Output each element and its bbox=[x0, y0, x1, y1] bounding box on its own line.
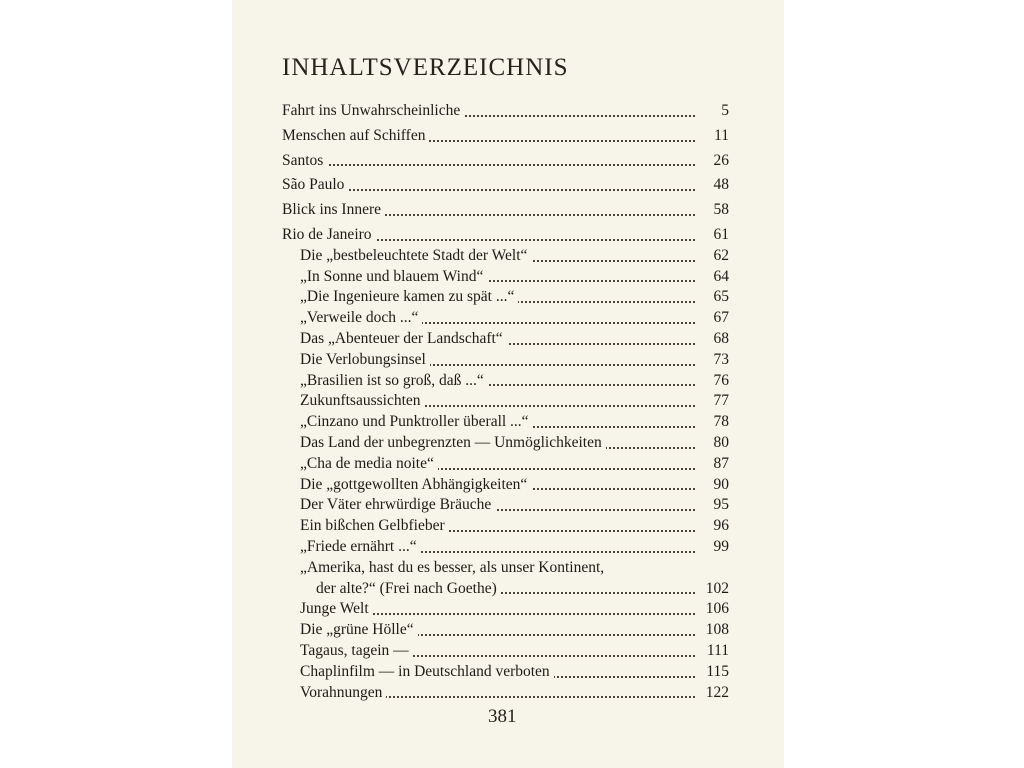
toc-entry-title: „Cha de media noite“ bbox=[300, 455, 438, 472]
toc-subentry bbox=[300, 641, 729, 662]
toc-entry-page: 111 bbox=[706, 641, 729, 659]
toc-entry-page: 122 bbox=[705, 683, 729, 701]
toc-subentry bbox=[300, 516, 729, 537]
toc-entry-title: „In Sonne und blauem Wind“ bbox=[300, 268, 487, 285]
toc-subentry bbox=[300, 537, 729, 558]
toc-entry-title: „Amerika, hast du es besser, als unser Kontinent, bbox=[300, 559, 608, 576]
toc-subentry-continuation bbox=[316, 579, 729, 600]
toc-entry-page: 64 bbox=[713, 267, 729, 285]
toc-entry-page: 87 bbox=[713, 454, 729, 472]
toc-entry-page: 90 bbox=[713, 475, 729, 493]
toc-entry-page: 61 bbox=[713, 225, 729, 243]
toc-entry-title: Die „grüne Hölle“ bbox=[300, 621, 418, 638]
toc-entry-title: Das Land der unbegrenzten — Unmöglichkeiten bbox=[300, 434, 606, 451]
table-of-contents bbox=[282, 101, 729, 703]
toc-entry-title: Menschen auf Schiffen bbox=[282, 127, 429, 144]
toc-entry-page: 96 bbox=[713, 517, 729, 535]
toc-subentry bbox=[300, 350, 729, 371]
toc-subentry bbox=[300, 433, 729, 454]
toc-entry-title: Fahrt ins Unwahrscheinliche bbox=[282, 102, 464, 119]
toc-entry-title: „Die Ingenieure kamen zu spät ...“ bbox=[300, 288, 518, 305]
toc-entry-title: Tagaus, tagein — bbox=[300, 642, 413, 659]
toc-entry-page: 99 bbox=[713, 537, 729, 555]
toc-entry-title: Rio de Janeiro bbox=[282, 226, 376, 243]
toc-entry-title: „Verweile doch ...“ bbox=[300, 309, 422, 326]
page-title: INHALTSVERZEICHNIS bbox=[282, 54, 569, 81]
toc-entry-page: 77 bbox=[713, 392, 729, 410]
toc-subentry-first-line bbox=[300, 558, 729, 579]
toc-entry-page: 102 bbox=[705, 579, 729, 597]
toc-entry-page: 106 bbox=[705, 600, 729, 618]
toc-entry-page: 108 bbox=[705, 621, 729, 639]
toc-entry-page: 95 bbox=[713, 496, 729, 514]
toc-entry-page: 58 bbox=[713, 201, 729, 219]
toc-subentry bbox=[300, 329, 729, 350]
toc-entry-title: Das „Abenteuer der Landschaft“ bbox=[300, 330, 507, 347]
toc-subentry bbox=[300, 371, 729, 392]
toc-entry-title: Die „gottgewollten Abhängigkeiten“ bbox=[300, 476, 531, 493]
toc-entry-title: Chaplinfilm — in Deutschland verboten bbox=[300, 663, 554, 680]
toc-entry-title: Die Verlobungsinsel bbox=[300, 351, 430, 368]
toc-subentry bbox=[300, 391, 729, 412]
toc-subentry bbox=[300, 599, 729, 620]
toc-entry-page: 67 bbox=[713, 309, 729, 327]
dot-leader bbox=[282, 164, 695, 166]
toc-entry-page: 78 bbox=[713, 413, 729, 431]
toc-entry-title: „Friede ernährt ...“ bbox=[300, 538, 421, 555]
toc-entry-page: 62 bbox=[713, 246, 729, 264]
toc-subentry bbox=[300, 308, 729, 329]
toc-entry bbox=[282, 175, 729, 196]
toc-entry-page: 73 bbox=[713, 350, 729, 368]
toc-subentry bbox=[300, 246, 729, 267]
toc-subentry bbox=[300, 475, 729, 496]
toc-entry-page: 80 bbox=[713, 433, 729, 451]
toc-subentry bbox=[300, 412, 729, 433]
toc-entry-title: der alte?“ (Frei nach Goethe) bbox=[316, 580, 501, 597]
toc-subentry bbox=[300, 454, 729, 475]
toc-entry-page: 26 bbox=[713, 151, 729, 169]
toc-entry bbox=[282, 101, 729, 122]
toc-entry-title: Junge Welt bbox=[300, 600, 373, 617]
toc-entry-page: 115 bbox=[706, 662, 729, 680]
toc-entry-title: Blick ins Innere bbox=[282, 201, 385, 218]
toc-entry bbox=[282, 126, 729, 147]
toc-entry-title: „Cinzano und Punktroller überall ...“ bbox=[300, 413, 533, 430]
toc-entry-title: São Paulo bbox=[282, 176, 348, 193]
toc-entry-title: Santos bbox=[282, 152, 327, 169]
toc-subentry bbox=[300, 662, 729, 683]
toc-entry-page: 68 bbox=[713, 329, 729, 347]
toc-entry bbox=[282, 225, 729, 246]
toc-entry-page: 76 bbox=[713, 371, 729, 389]
toc-entry-page: 5 bbox=[721, 102, 729, 119]
toc-entry-title: Ein bißchen Gelbfieber bbox=[300, 517, 449, 534]
toc-subentry bbox=[300, 287, 729, 308]
toc-entry bbox=[282, 151, 729, 172]
toc-entry-page: 65 bbox=[713, 288, 729, 306]
toc-entry-title: „Brasilien ist so groß, daß ...“ bbox=[300, 372, 488, 389]
page-number: 381 bbox=[488, 706, 517, 727]
toc-entry-title: Vorahnungen bbox=[300, 684, 386, 701]
toc-entry-title: Der Väter ehrwürdige Bräuche bbox=[300, 496, 495, 513]
toc-entry bbox=[282, 200, 729, 221]
toc-entry-page: 48 bbox=[713, 176, 729, 194]
toc-subentry bbox=[300, 620, 729, 641]
toc-entry-page: 11 bbox=[714, 126, 729, 144]
toc-subentry bbox=[300, 267, 729, 288]
toc-entry-title: Zukunftsaussichten bbox=[300, 392, 425, 409]
toc-entry-title: Die „bestbeleuchtete Stadt der Welt“ bbox=[300, 247, 531, 264]
toc-subentry bbox=[300, 683, 729, 704]
toc-subentry bbox=[300, 495, 729, 516]
